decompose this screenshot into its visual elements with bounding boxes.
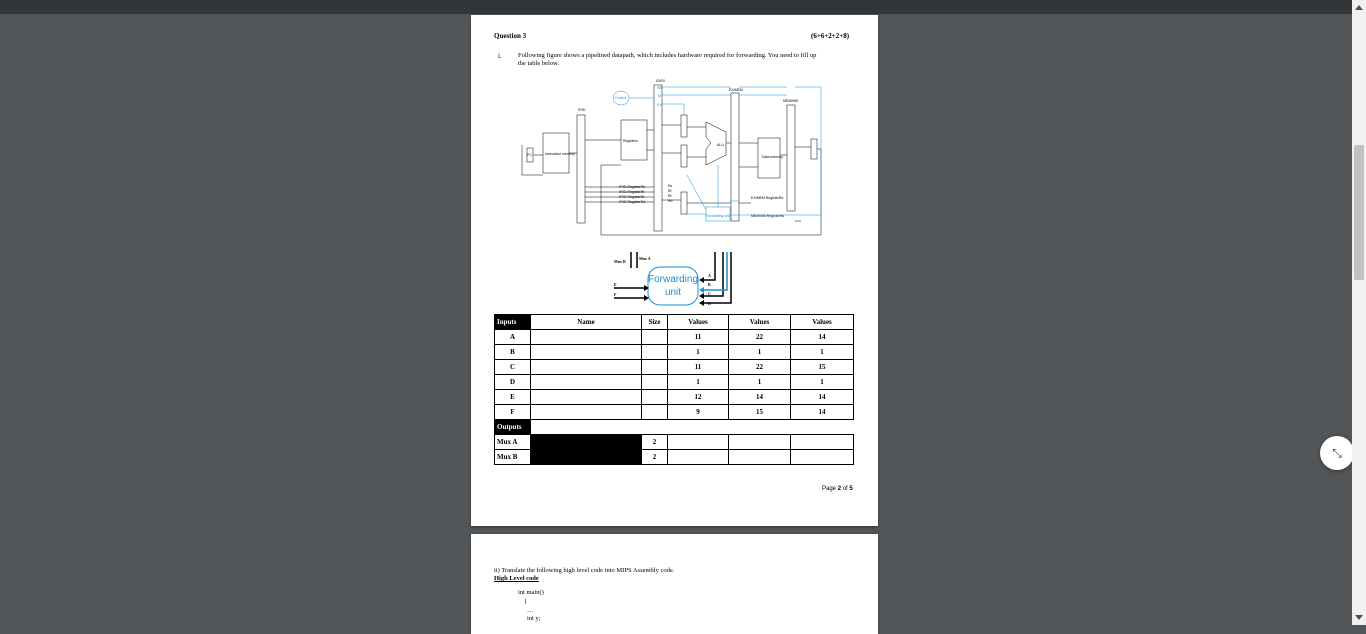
ifid-rd-label: IF/ID.RegisterRd (619, 200, 646, 204)
pipelined-datapath-diagram (521, 75, 831, 240)
value-cell: 1 (791, 345, 854, 360)
value-cell[interactable] (668, 435, 729, 450)
col-header-values-3: Values (791, 315, 854, 330)
output-label: Mux B (495, 450, 531, 465)
col-header-values-1: Values (668, 315, 729, 330)
table-row (495, 375, 854, 390)
size-cell[interactable] (642, 405, 668, 420)
value-cell[interactable] (791, 435, 854, 450)
ifid-rt2-label: IF/ID.RegisterRt (619, 195, 645, 199)
name-cell[interactable] (531, 390, 642, 405)
scroll-down-icon[interactable] (1355, 615, 1363, 620)
forwarding-unit-label-1: Forwarding (647, 274, 699, 285)
row-label: F (495, 405, 531, 420)
name-cell[interactable] (531, 375, 642, 390)
row-label: D (495, 375, 531, 390)
table-row (495, 345, 854, 360)
rd-label: Rd (668, 199, 673, 203)
col-header-size: Size (642, 315, 668, 330)
size-cell[interactable] (642, 375, 668, 390)
memwb-rd-label: MEM/WB.RegisterRd (751, 214, 785, 218)
table-row (495, 450, 854, 465)
value-cell: 15 (791, 360, 854, 375)
col-header-name: Name (531, 315, 642, 330)
table-row (495, 330, 854, 345)
rt-label: Rt (668, 189, 672, 193)
value-cell: 1 (791, 375, 854, 390)
rt2-label: Rt (668, 194, 672, 198)
input-e-label: E (614, 282, 617, 287)
code-line-4: int y; (527, 615, 541, 622)
size-cell[interactable] (642, 330, 668, 345)
value-cell: 15 (729, 405, 791, 420)
question-marks: (6+6+2+2+8) (811, 32, 850, 40)
ifid-rt1-label: IF/ID.RegisterRt (619, 190, 645, 194)
forwarding-table (494, 314, 854, 465)
value-cell[interactable] (791, 450, 854, 465)
control-label: Control (615, 96, 627, 100)
item-number: i. (498, 52, 502, 60)
size-cell: 2 (642, 435, 668, 450)
rs-label: Rs (668, 184, 673, 188)
value-cell: 11 (668, 330, 729, 345)
name-cell[interactable] (531, 405, 642, 420)
value-cell[interactable] (729, 435, 791, 450)
value-cell: 14 (791, 330, 854, 345)
data-memory-label: Data memory (762, 155, 784, 159)
code-line-2: { (524, 598, 528, 605)
ex-label: EX (657, 103, 662, 107)
value-cell: 22 (729, 360, 791, 375)
scroll-up-icon[interactable] (1355, 5, 1363, 10)
instruction-memory-label: Instruction memory (545, 152, 575, 156)
input-c-label: C (708, 291, 711, 296)
mux-b-label: Mux B (614, 259, 626, 264)
value-cell: 1 (729, 375, 791, 390)
ex-mem-label: EX/MEM (729, 88, 743, 92)
item-text-line2: the table below. (518, 60, 559, 67)
forwarding-unit-small-label: Forwarding unit (706, 214, 731, 218)
item-ii-text: ii) Translate the following high level code into MIPS Assembly code. (494, 567, 675, 574)
question-title: Question 3 (494, 32, 527, 40)
value-cell[interactable] (729, 450, 791, 465)
name-cell[interactable] (531, 360, 642, 375)
pdf-page-3 (471, 534, 878, 634)
row-label: C (495, 360, 531, 375)
registers-label: Registers (623, 139, 638, 143)
input-a-label: A (708, 273, 711, 278)
value-cell: 14 (791, 390, 854, 405)
item-text-line1: Following figure shows a pipelined datapath, which includes hardware required for forwarding. You need to fill up (518, 52, 817, 59)
scrollbar-thumb[interactable] (1354, 145, 1364, 280)
fit-to-page-icon[interactable]: ⤡ (1320, 436, 1354, 470)
input-b-label: B (708, 282, 711, 287)
size-cell[interactable] (642, 390, 668, 405)
page-footer: Page 2 of 5 (822, 486, 853, 492)
value-cell: 1 (668, 345, 729, 360)
value-cell: 1 (668, 375, 729, 390)
exmem-rd-label: EX/MEM.RegisterRd (751, 196, 784, 200)
value-cell: 11 (668, 360, 729, 375)
id-ex-label: ID/EX (656, 79, 666, 83)
value-cell: 9 (668, 405, 729, 420)
size-cell: 2 (642, 450, 668, 465)
alu-label: ALU (717, 143, 724, 147)
size-cell[interactable] (642, 360, 668, 375)
row-label: A (495, 330, 531, 345)
value-cell: 1 (729, 345, 791, 360)
size-cell[interactable] (642, 345, 668, 360)
code-line-3: … (527, 607, 534, 614)
name-cell[interactable] (531, 345, 642, 360)
subheading: High Level code (494, 575, 539, 582)
forwarding-unit-figure (611, 250, 741, 312)
forwarding-unit-label-2: unit (664, 287, 682, 298)
pdf-page-2 (471, 15, 878, 526)
value-cell: 22 (729, 330, 791, 345)
col-header-values-2: Values (729, 315, 791, 330)
output-label: Mux A (495, 435, 531, 450)
wb-label: WB (657, 86, 663, 90)
outputs-header: Outputs (495, 420, 531, 435)
viewer-toolbar (0, 0, 1366, 14)
inputs-header: Inputs (495, 315, 531, 330)
row-label: B (495, 345, 531, 360)
pc-label: PC (527, 153, 532, 157)
table-row (495, 390, 854, 405)
if-id-label: IF/ID (578, 108, 586, 112)
value-cell: 14 (729, 390, 791, 405)
value-cell[interactable] (668, 450, 729, 465)
blocked-cell (531, 450, 642, 465)
vertical-scrollbar[interactable] (1352, 0, 1366, 625)
input-f-label: F (614, 292, 617, 297)
m-label: M (658, 94, 661, 98)
row-label: E (495, 390, 531, 405)
code-line-1: int main() (518, 589, 544, 596)
mem-wb-label: MEM/WB (783, 99, 798, 103)
value-cell: 12 (668, 390, 729, 405)
table-row (495, 360, 854, 375)
mux-a-label: Mux A (639, 256, 651, 261)
name-cell[interactable] (531, 330, 642, 345)
input-d-label: D (708, 301, 711, 306)
table-row (495, 435, 854, 450)
blocked-cell (531, 435, 642, 450)
ifid-rs-label: IF/ID.RegisterRs (619, 185, 645, 189)
value-cell: 14 (791, 405, 854, 420)
table-row (495, 405, 854, 420)
